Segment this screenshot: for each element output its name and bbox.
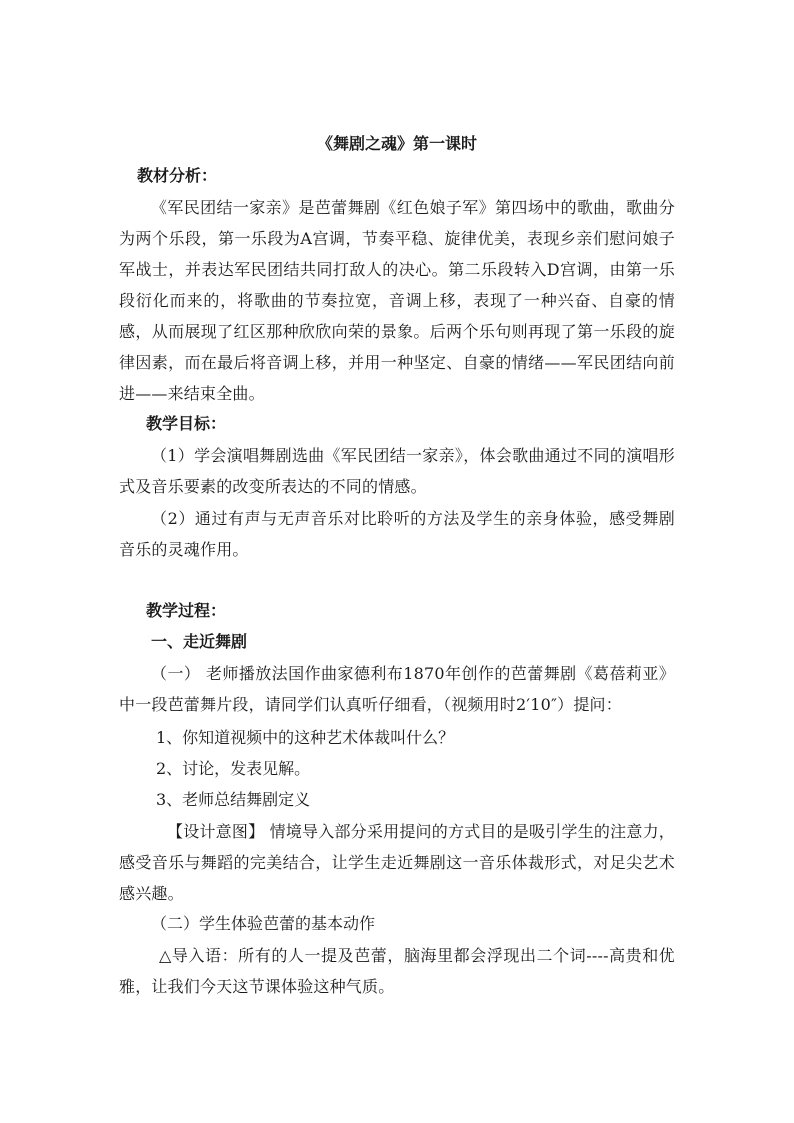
step-1-paragraph: （一） 老师播放法国作曲家德利布1870年创作的芭蕾舞剧《葛蓓莉亚》中一段芭蕾舞片段，请同学们认真听仔细看，（视频用时2′10″）提问： <box>119 664 675 714</box>
document-title: 《舞剧之魂》第一课时 <box>316 134 477 153</box>
process-item-2: 2、讨论，发表见解。 <box>156 759 311 778</box>
design-intent-paragraph: 【设计意图】 情境导入部分采用提问的方式目的是吸引学生的注意力，感受音乐与舞蹈的完美结合，让学生走近舞剧这一音乐体裁形式，对足尖艺术感兴趣。 <box>119 822 675 903</box>
process-item-3: 3、老师总结舞剧定义 <box>156 790 311 809</box>
teaching-process-heading: 教学过程： <box>146 601 227 620</box>
intro-paragraph: △导入语：所有的人一提及芭蕾，脑海里都会浮现出二个词----高贵和优雅，让我们今天这节课体验这种气质。 <box>119 946 675 996</box>
teaching-goals-heading: 教学目标： <box>146 414 227 433</box>
section-1-heading: 一、走近舞剧 <box>151 632 248 651</box>
material-analysis-paragraph: 《军民团结一家亲》是芭蕾舞剧《红色娘子军》第四场中的歌曲，歌曲分为两个乐段，第一乐段为A宫调，节奏平稳、旋律优美，表现乡亲们慰问娘子军战士，并表达军民团结共同打敌人的决心。第二乐段转入D宫调，由第一乐段衍化而来的，将歌曲的节奏拉宽，音调上移，表现了一种兴奋、自豪的情感，从而展现了红区那种欣欣向荣的景象。后两个乐句则再现了第一乐段的旋律因素，而在最后将音调上移，并用一种坚定、自豪的情绪——军民团结向前进——来结束全曲。 <box>119 198 675 403</box>
material-analysis-heading: 教材分析： <box>137 166 218 185</box>
teaching-goal-2: （2）通过有声与无声音乐对比聆听的方法及学生的亲身体验，感受舞剧音乐的灵魂作用。 <box>119 509 675 559</box>
process-item-1: 1、你知道视频中的这种艺术体裁叫什么？ <box>156 728 455 747</box>
teaching-goal-1: （1）学会演唱舞剧选曲《军民团结一家亲》，体会歌曲通过不同的演唱形式及音乐要素的改变所表达的不同的情感。 <box>119 446 675 496</box>
step-2-heading: （二）学生体验芭蕾的基本动作 <box>151 914 376 933</box>
